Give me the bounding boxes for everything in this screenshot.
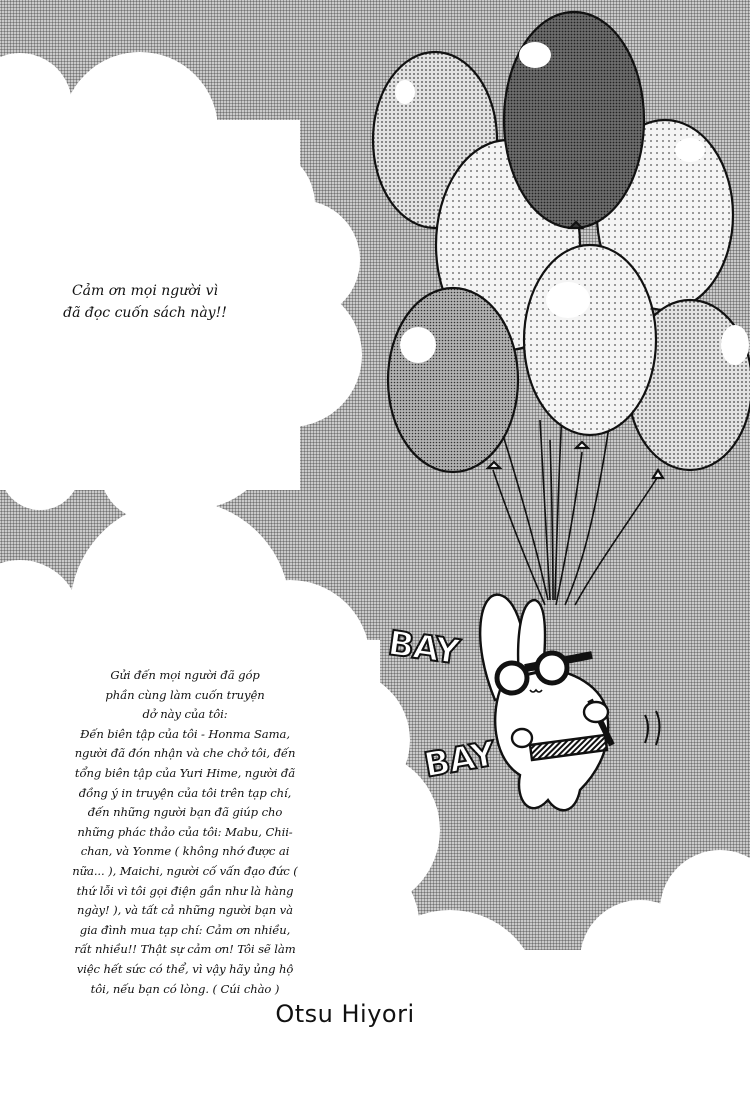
afterword-line: những phác thảo của tôi: Mabu, Chii- (77, 824, 293, 839)
sound-effect: BAY (385, 623, 462, 673)
afterword-line: Đến biên tập của tôi - Honma Sama, (80, 726, 290, 741)
cloud-bottom-right (500, 850, 750, 1101)
afterword-line: chan, và Yonme ( không nhớ được ai (80, 844, 290, 859)
afterword-line: phần cùng làm cuốn truyện (105, 687, 265, 702)
afterword-line: việc hết sức có thể, vì vậy hãy ủng hộ (76, 961, 294, 976)
thanks-message (20, 280, 270, 324)
afterword-line: đồng ý in truyện của tôi trên tạp chí, (78, 785, 292, 800)
balloon-cluster (373, 12, 750, 478)
balloon (504, 12, 644, 228)
afterword-line: rất nhiều!! Thật sự cảm ơn! Tôi sẽ làm (74, 942, 296, 957)
afterword-line: dở này của tôi: (142, 707, 228, 722)
thanks-line: Cảm ơn mọi người vì (71, 283, 219, 299)
afterword-line: tôi, nếu bạn có lòng. ( Cúi chào ) (90, 981, 280, 996)
afterword-line: thứ lỗi vì tôi gọi điện gần như là hàng (76, 883, 294, 898)
bunny-character (480, 595, 612, 811)
balloon (388, 288, 518, 472)
afterword-line: người đã đón nhận và che chở tôi, đến (74, 746, 296, 761)
author-signature: Otsu Hiyori (275, 1000, 415, 1028)
afterword-text (22, 666, 348, 999)
sound-effect: BAY (421, 734, 498, 786)
afterword-line: gia đình mua tạp chí: Cảm ơn nhiều, (79, 922, 291, 937)
balloon (524, 245, 656, 435)
afterword-line: Gửi đến mọi người đã góp (110, 668, 260, 682)
afterword-line: tổng biên tập của Yuri Hime, người đã (74, 765, 296, 780)
thanks-line: đã đọc cuốn sách này!! (63, 305, 227, 321)
motion-lines-icon (645, 711, 660, 745)
afterword-line: nữa... ), Maichi, người cố vấn đạo đức ( (72, 863, 298, 878)
afterword-line: ngày! ), và tất cả những người bạn và (77, 903, 293, 918)
afterword-line: đến những người bạn đã giúp cho (87, 805, 283, 820)
